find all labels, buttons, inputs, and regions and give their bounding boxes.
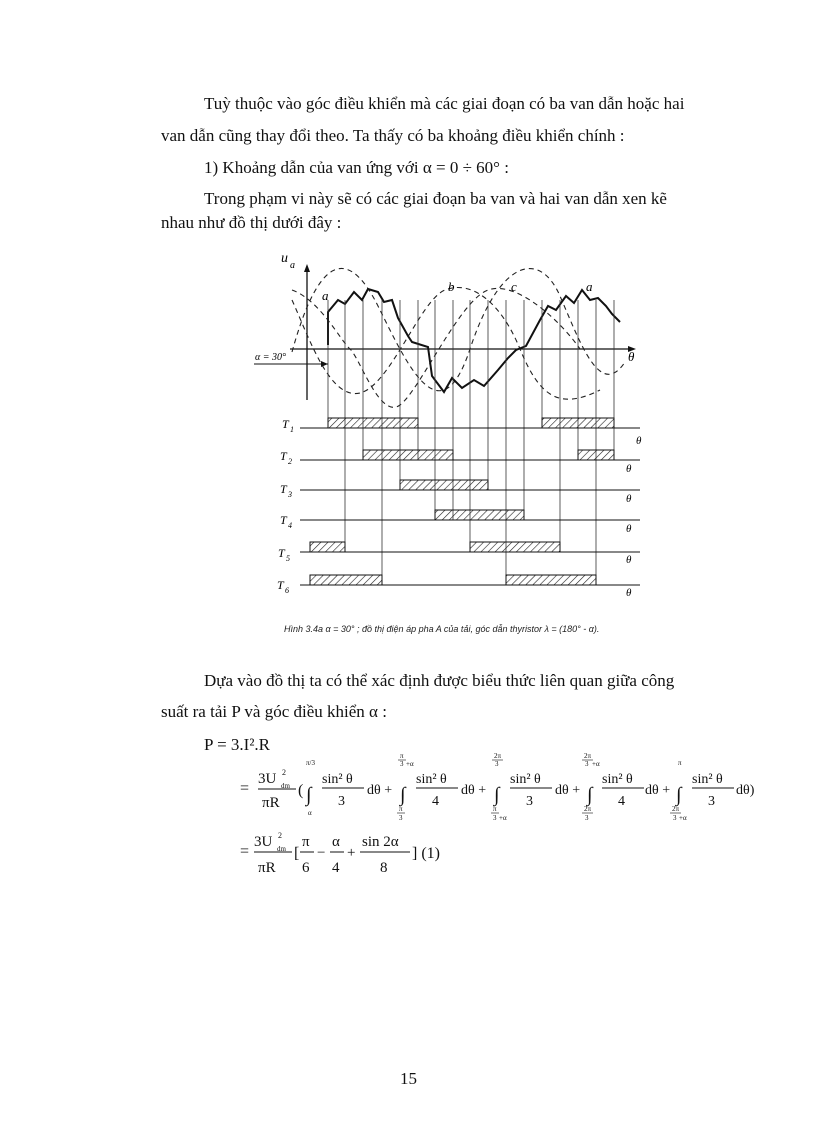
svg-text:+α: +α	[406, 760, 414, 768]
ua-label: u	[281, 251, 288, 266]
svg-text:2π: 2π	[494, 752, 502, 760]
svg-text:dθ): dθ)	[736, 783, 755, 798]
paragraph-2-line-1: Trong phạm vi này sẽ có các giai đoạn ba van và hai van dẫn xen kẽ	[204, 189, 667, 208]
phase-b-curve	[292, 287, 600, 399]
svg-text:πR: πR	[262, 795, 280, 811]
svg-text:T: T	[277, 578, 284, 592]
svg-text:T: T	[280, 513, 287, 527]
figure-caption: Hình 3.4a α = 30° ; đồ thị điện áp pha A của tải, góc dẫn thyristor λ = (180° - α).	[284, 624, 600, 634]
svg-text:T: T	[280, 449, 287, 463]
svg-text:4: 4	[288, 521, 292, 530]
voltage-axes	[290, 264, 636, 400]
svg-text:dm: dm	[281, 782, 290, 790]
svg-text:2: 2	[288, 457, 292, 466]
svg-text:dm: dm	[277, 845, 286, 853]
phase-a-curve	[292, 268, 625, 390]
svg-text:dθ +: dθ +	[461, 783, 487, 798]
svg-text:πR: πR	[258, 860, 276, 876]
svg-text:T: T	[282, 417, 289, 431]
svg-text:∫: ∫	[676, 784, 682, 806]
paragraph-3-line-1: Dựa vào đồ thị ta có thể xác định được biểu thức liên quan giữa công	[204, 671, 675, 690]
svg-text:−: −	[317, 845, 326, 861]
svg-text:+α: +α	[499, 814, 507, 822]
thyristor-row-t4	[280, 510, 640, 535]
svg-text:3: 3	[400, 760, 404, 768]
list-item-1: 1) Khoảng dẫn của van ứng với α = 0 ÷ 60° :	[204, 158, 509, 177]
svg-text:1: 1	[290, 425, 294, 434]
svg-text:2: 2	[278, 831, 282, 840]
svg-text:π: π	[678, 759, 682, 767]
theta-axis-label: θ	[628, 349, 635, 364]
svg-text:sin² θ: sin² θ	[416, 772, 447, 787]
svg-text:dθ +: dθ +	[367, 783, 393, 798]
thyristor-row-t1	[282, 417, 642, 447]
thyristor-row-t3	[280, 480, 640, 505]
formula-result	[240, 826, 500, 884]
svg-text:sin² θ: sin² θ	[602, 772, 633, 787]
page-number: 15	[400, 1069, 417, 1088]
svg-text:θ: θ	[626, 493, 632, 505]
svg-text:θ: θ	[626, 587, 632, 599]
svg-text:3: 3	[526, 794, 533, 809]
phase-a-label: a	[322, 288, 329, 303]
svg-text:∫: ∫	[400, 784, 406, 806]
svg-text:+: +	[347, 845, 356, 861]
svg-text:[: [	[294, 845, 300, 862]
svg-text:2π: 2π	[584, 752, 592, 760]
svg-text:3U: 3U	[258, 771, 277, 787]
svg-text:α: α	[332, 834, 340, 850]
formula-line-1: P = 3.I².R	[204, 735, 271, 754]
svg-text:(: (	[298, 782, 304, 799]
svg-text:3: 3	[585, 814, 589, 822]
phase-c-label: c	[511, 279, 517, 294]
svg-text:6: 6	[285, 586, 289, 595]
thyristor-row-t5	[278, 542, 640, 566]
ua-subscript: a	[290, 260, 295, 271]
svg-text:α: α	[308, 809, 312, 817]
svg-text:∫: ∫	[306, 784, 312, 806]
svg-text:2π: 2π	[584, 805, 592, 813]
svg-text:6: 6	[302, 860, 310, 876]
svg-text:dθ +: dθ +	[645, 783, 671, 798]
phase-b-label: b	[448, 279, 455, 294]
svg-text:θ: θ	[626, 554, 632, 566]
svg-text:π: π	[399, 805, 403, 813]
svg-text:+α: +α	[679, 814, 687, 822]
svg-text:π: π	[302, 834, 310, 850]
svg-text:θ: θ	[636, 435, 642, 447]
svg-text:dθ +: dθ +	[555, 783, 581, 798]
thyristor-row-t2	[280, 449, 640, 475]
svg-text:2: 2	[282, 768, 286, 777]
svg-text:θ: θ	[626, 523, 632, 535]
svg-text:sin² θ: sin² θ	[322, 772, 353, 787]
svg-text:π/3: π/3	[306, 759, 315, 767]
svg-text:3: 3	[495, 760, 499, 768]
phase-c-curve	[292, 288, 580, 407]
svg-text:=: =	[240, 780, 250, 797]
paragraph-1-line-2: van dẫn cũng thay đổi theo. Ta thấy có ba khoảng điều khiển chính :	[161, 126, 625, 145]
svg-text:π: π	[493, 805, 497, 813]
svg-text:α = 30°: α = 30°	[255, 352, 286, 363]
svg-text:θ: θ	[626, 463, 632, 475]
svg-text:4: 4	[618, 794, 625, 809]
svg-text:8: 8	[380, 860, 388, 876]
svg-text:3: 3	[673, 814, 677, 822]
svg-text:T: T	[280, 482, 287, 496]
svg-text:∫: ∫	[587, 784, 593, 806]
phase-a2-label: a	[586, 279, 593, 294]
svg-text:4: 4	[432, 794, 439, 809]
svg-text:sin² θ: sin² θ	[510, 772, 541, 787]
paragraph-1-line-1: Tuỳ thuộc vào góc điều khiển mà các giai đoạn có ba van dẫn hoặc hai	[204, 94, 685, 113]
svg-text:sin² θ: sin² θ	[692, 772, 723, 787]
svg-text:3: 3	[288, 490, 292, 499]
svg-text:=: =	[240, 843, 250, 860]
svg-text:3: 3	[338, 794, 345, 809]
alpha-marker	[254, 352, 328, 367]
svg-text:+α: +α	[592, 760, 600, 768]
formula-integral-sum	[240, 752, 720, 825]
svg-text:5: 5	[286, 554, 290, 563]
thyristor-row-t6	[277, 575, 640, 599]
paragraph-3-line-2: suất ra tải P và góc điều khiển α :	[161, 702, 387, 721]
svg-text:3U: 3U	[254, 834, 273, 850]
svg-text:3: 3	[399, 814, 403, 822]
svg-text:3: 3	[585, 760, 589, 768]
svg-text:] (1): ] (1)	[412, 845, 440, 862]
svg-text:3: 3	[493, 814, 497, 822]
paragraph-2-line-2: nhau như đồ thị dưới đây :	[161, 213, 342, 232]
formula-integral-last	[672, 755, 786, 825]
svg-text:2π: 2π	[672, 805, 680, 813]
svg-text:3: 3	[708, 794, 715, 809]
svg-text:∫: ∫	[494, 784, 500, 806]
waveform-figure	[242, 244, 666, 642]
svg-text:4: 4	[332, 860, 340, 876]
svg-text:π: π	[400, 752, 404, 760]
svg-text:T: T	[278, 546, 285, 560]
svg-text:sin 2α: sin 2α	[362, 834, 399, 850]
load-voltage-waveform	[328, 289, 620, 392]
